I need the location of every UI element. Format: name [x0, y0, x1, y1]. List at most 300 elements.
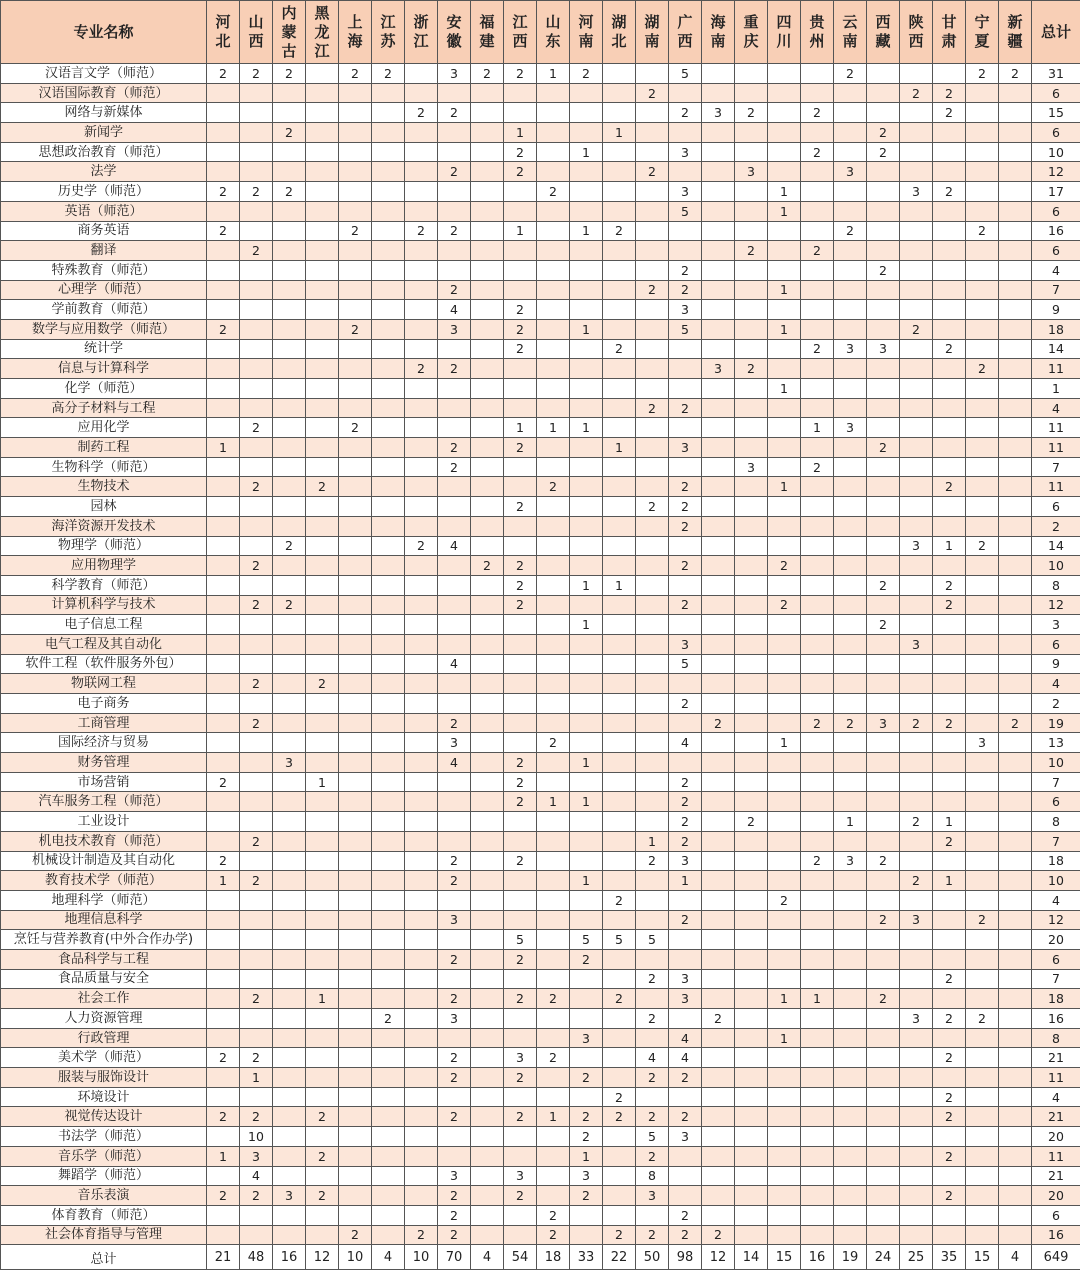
quota-cell — [405, 930, 438, 950]
row-total-cell: 20 — [1032, 1186, 1080, 1206]
quota-cell — [471, 949, 504, 969]
row-total-cell: 10 — [1032, 871, 1080, 891]
quota-cell — [636, 300, 669, 320]
quota-cell: 1 — [504, 221, 537, 241]
quota-cell — [669, 457, 702, 477]
quota-cell — [471, 83, 504, 103]
major-name-cell: 翻译 — [1, 241, 207, 261]
header-province-char: 河 — [578, 13, 594, 31]
quota-cell — [240, 792, 273, 812]
quota-cell — [207, 949, 240, 969]
quota-cell — [966, 201, 999, 221]
quota-cell — [933, 1028, 966, 1048]
quota-cell — [999, 753, 1032, 773]
quota-cell — [339, 123, 372, 143]
quota-cell: 2 — [933, 1087, 966, 1107]
quota-cell: 1 — [603, 123, 636, 143]
quota-cell — [438, 772, 471, 792]
quota-cell — [999, 890, 1032, 910]
quota-cell — [405, 772, 438, 792]
quota-cell — [339, 457, 372, 477]
quota-cell — [636, 1087, 669, 1107]
quota-cell — [735, 1127, 768, 1147]
quota-cell — [570, 497, 603, 517]
quota-cell — [372, 1225, 405, 1245]
quota-cell — [867, 812, 900, 832]
quota-cell — [438, 674, 471, 694]
quota-cell — [372, 1087, 405, 1107]
quota-cell — [966, 339, 999, 359]
table-row — [1, 339, 1080, 359]
quota-cell: 2 — [900, 871, 933, 891]
quota-cell: 2 — [603, 989, 636, 1009]
quota-cell: 4 — [669, 1048, 702, 1068]
row-total-cell: 11 — [1032, 438, 1080, 458]
quota-cell: 2 — [438, 1205, 471, 1225]
quota-cell — [801, 83, 834, 103]
quota-cell — [801, 1009, 834, 1029]
quota-cell: 2 — [636, 162, 669, 182]
quota-cell: 3 — [867, 339, 900, 359]
quota-cell — [735, 654, 768, 674]
quota-cell — [636, 339, 669, 359]
quota-cell: 2 — [933, 83, 966, 103]
quota-cell: 2 — [801, 241, 834, 261]
major-name-cell: 体育教育（师范） — [1, 1205, 207, 1225]
quota-cell — [834, 1205, 867, 1225]
quota-cell — [867, 1205, 900, 1225]
header-province-char: 甘 — [941, 13, 957, 31]
quota-cell — [636, 64, 669, 84]
quota-cell — [669, 713, 702, 733]
quota-cell — [636, 241, 669, 261]
header-province-char: 南 — [578, 32, 594, 50]
quota-cell — [702, 733, 735, 753]
quota-cell — [999, 792, 1032, 812]
quota-cell — [570, 201, 603, 221]
quota-cell: 3 — [669, 300, 702, 320]
table-row — [1, 595, 1080, 615]
quota-cell — [768, 123, 801, 143]
quota-cell — [306, 831, 339, 851]
quota-cell — [735, 379, 768, 399]
quota-cell — [438, 930, 471, 950]
quota-cell — [966, 1068, 999, 1088]
quota-cell — [273, 142, 306, 162]
quota-cell — [471, 772, 504, 792]
major-name-cell: 国际经济与贸易 — [1, 733, 207, 753]
quota-cell — [306, 969, 339, 989]
quota-cell: 2 — [768, 890, 801, 910]
quota-cell — [801, 123, 834, 143]
quota-cell — [207, 1127, 240, 1147]
quota-cell: 2 — [933, 339, 966, 359]
quota-cell — [438, 241, 471, 261]
quota-cell — [207, 359, 240, 379]
row-total-cell: 18 — [1032, 851, 1080, 871]
quota-cell — [471, 182, 504, 202]
quota-cell — [801, 615, 834, 635]
quota-cell — [240, 772, 273, 792]
quota-cell — [669, 1146, 702, 1166]
table-row — [1, 694, 1080, 714]
header-province-char: 上 — [347, 13, 363, 31]
header-province-char: 江 — [512, 13, 528, 31]
quota-cell: 2 — [636, 1146, 669, 1166]
quota-cell — [207, 457, 240, 477]
quota-cell: 2 — [405, 359, 438, 379]
quota-cell — [966, 1107, 999, 1127]
quota-cell — [504, 654, 537, 674]
quota-cell — [999, 123, 1032, 143]
quota-cell — [900, 989, 933, 1009]
quota-cell: 2 — [636, 851, 669, 871]
quota-cell — [240, 910, 273, 930]
quota-cell: 2 — [669, 595, 702, 615]
quota-cell — [537, 654, 570, 674]
quota-cell — [900, 1087, 933, 1107]
row-total-cell: 11 — [1032, 359, 1080, 379]
quota-cell — [372, 418, 405, 438]
quota-cell — [240, 733, 273, 753]
header-province — [207, 1, 240, 64]
quota-cell — [240, 221, 273, 241]
quota-cell — [504, 182, 537, 202]
quota-cell — [438, 398, 471, 418]
quota-cell: 2 — [999, 64, 1032, 84]
quota-cell: 2 — [867, 989, 900, 1009]
quota-cell — [801, 792, 834, 812]
quota-cell — [999, 1087, 1032, 1107]
quota-cell — [405, 241, 438, 261]
quota-cell — [372, 280, 405, 300]
quota-cell — [603, 949, 636, 969]
table-row — [1, 201, 1080, 221]
quota-cell — [207, 674, 240, 694]
quota-cell — [966, 1146, 999, 1166]
quota-cell — [207, 300, 240, 320]
quota-cell — [636, 359, 669, 379]
major-name-cell: 教育技术学（师范） — [1, 871, 207, 891]
quota-cell — [372, 910, 405, 930]
quota-cell: 2 — [207, 772, 240, 792]
quota-cell — [768, 772, 801, 792]
major-name-cell: 英语（师范） — [1, 201, 207, 221]
quota-cell: 2 — [339, 64, 372, 84]
quota-cell — [273, 477, 306, 497]
quota-cell: 4 — [636, 1048, 669, 1068]
table-header-row — [1, 1, 1080, 64]
header-province — [933, 1, 966, 64]
quota-cell — [405, 792, 438, 812]
quota-cell: 1 — [570, 418, 603, 438]
quota-cell: 2 — [570, 1068, 603, 1088]
quota-cell — [768, 1186, 801, 1206]
quota-cell — [999, 319, 1032, 339]
quota-cell — [768, 575, 801, 595]
quota-cell: 2 — [636, 280, 669, 300]
quota-cell — [471, 1146, 504, 1166]
row-total-cell: 1 — [1032, 379, 1080, 399]
quota-cell: 2 — [537, 1225, 570, 1245]
quota-cell — [306, 457, 339, 477]
quota-cell — [405, 1186, 438, 1206]
header-province-char: 蒙 — [281, 22, 297, 41]
quota-cell — [537, 162, 570, 182]
quota-cell — [735, 201, 768, 221]
quota-cell — [768, 438, 801, 458]
quota-cell — [735, 398, 768, 418]
quota-cell — [669, 575, 702, 595]
quota-cell: 2 — [603, 339, 636, 359]
quota-cell — [570, 379, 603, 399]
quota-cell — [966, 1186, 999, 1206]
quota-cell — [372, 556, 405, 576]
quota-cell — [306, 260, 339, 280]
quota-cell — [603, 812, 636, 832]
quota-cell — [207, 831, 240, 851]
quota-cell — [768, 1009, 801, 1029]
header-province-char: 内 — [281, 3, 297, 22]
quota-cell — [537, 1087, 570, 1107]
quota-cell — [702, 477, 735, 497]
quota-cell — [471, 280, 504, 300]
quota-cell: 2 — [966, 1009, 999, 1029]
quota-cell — [702, 1048, 735, 1068]
quota-cell — [669, 615, 702, 635]
quota-cell — [801, 1087, 834, 1107]
quota-cell: 2 — [372, 1009, 405, 1029]
quota-cell: 1 — [570, 1146, 603, 1166]
quota-cell — [537, 772, 570, 792]
column-total-cell: 21 — [207, 1245, 240, 1270]
quota-cell — [702, 595, 735, 615]
quota-cell — [933, 457, 966, 477]
quota-cell — [933, 438, 966, 458]
header-province-char: 湖 — [644, 13, 660, 31]
quota-cell: 1 — [768, 733, 801, 753]
quota-cell — [306, 418, 339, 438]
row-total-cell: 16 — [1032, 1225, 1080, 1245]
quota-cell — [537, 300, 570, 320]
quota-cell — [471, 1028, 504, 1048]
header-province-char: 川 — [776, 32, 792, 50]
quota-cell — [966, 694, 999, 714]
table-row — [1, 969, 1080, 989]
quota-cell — [537, 851, 570, 871]
quota-cell: 1 — [570, 142, 603, 162]
quota-cell: 2 — [933, 831, 966, 851]
quota-cell — [900, 1068, 933, 1088]
quota-cell — [933, 221, 966, 241]
quota-cell — [471, 339, 504, 359]
quota-cell — [570, 339, 603, 359]
quota-cell — [801, 1028, 834, 1048]
quota-cell — [834, 536, 867, 556]
quota-cell — [339, 260, 372, 280]
quota-cell — [438, 831, 471, 851]
quota-cell — [273, 280, 306, 300]
major-name-cell: 园林 — [1, 497, 207, 517]
quota-cell: 2 — [438, 359, 471, 379]
quota-cell: 2 — [504, 438, 537, 458]
quota-cell — [636, 792, 669, 812]
quota-cell: 2 — [504, 949, 537, 969]
quota-cell — [834, 457, 867, 477]
quota-cell — [240, 319, 273, 339]
header-province-char: 陕 — [908, 13, 924, 31]
quota-cell — [405, 595, 438, 615]
quota-cell — [933, 753, 966, 773]
quota-cell — [405, 162, 438, 182]
quota-cell: 2 — [669, 103, 702, 123]
quota-cell — [966, 890, 999, 910]
quota-cell: 2 — [504, 851, 537, 871]
quota-cell — [306, 792, 339, 812]
quota-cell — [966, 319, 999, 339]
quota-cell: 2 — [339, 418, 372, 438]
quota-cell: 3 — [240, 1146, 273, 1166]
quota-cell: 1 — [768, 477, 801, 497]
quota-cell — [900, 1107, 933, 1127]
quota-cell: 3 — [438, 910, 471, 930]
quota-cell: 2 — [933, 575, 966, 595]
quota-cell — [735, 733, 768, 753]
quota-cell — [702, 536, 735, 556]
quota-cell — [768, 457, 801, 477]
quota-cell — [636, 123, 669, 143]
quota-cell: 2 — [438, 162, 471, 182]
quota-cell — [867, 221, 900, 241]
quota-cell — [504, 201, 537, 221]
quota-cell — [603, 871, 636, 891]
quota-cell — [471, 103, 504, 123]
quota-cell — [669, 1087, 702, 1107]
quota-cell — [900, 1225, 933, 1245]
header-province — [801, 1, 834, 64]
quota-cell — [372, 1186, 405, 1206]
quota-cell — [372, 654, 405, 674]
major-name-cell: 地理信息科学 — [1, 910, 207, 930]
table-row — [1, 83, 1080, 103]
major-name-cell: 电气工程及其自动化 — [1, 634, 207, 654]
quota-cell — [405, 398, 438, 418]
column-total-cell: 4 — [471, 1245, 504, 1270]
quota-cell — [570, 1048, 603, 1068]
quota-cell — [471, 634, 504, 654]
quota-cell: 2 — [603, 1087, 636, 1107]
quota-cell — [834, 438, 867, 458]
column-total-cell: 70 — [438, 1245, 471, 1270]
quota-cell — [537, 615, 570, 635]
quota-cell — [207, 241, 240, 261]
quota-cell — [834, 930, 867, 950]
quota-cell — [801, 1146, 834, 1166]
quota-cell — [339, 556, 372, 576]
quota-cell — [537, 241, 570, 261]
quota-cell — [339, 359, 372, 379]
quota-cell — [273, 812, 306, 832]
quota-cell — [405, 280, 438, 300]
quota-cell — [537, 339, 570, 359]
quota-cell — [372, 457, 405, 477]
quota-cell — [966, 142, 999, 162]
quota-cell — [768, 359, 801, 379]
quota-cell: 2 — [999, 713, 1032, 733]
row-total-cell: 31 — [1032, 64, 1080, 84]
quota-cell — [372, 634, 405, 654]
quota-cell: 2 — [669, 556, 702, 576]
quota-cell — [570, 812, 603, 832]
quota-cell — [801, 477, 834, 497]
quota-cell — [966, 241, 999, 261]
quota-cell — [801, 812, 834, 832]
quota-cell — [735, 536, 768, 556]
quota-cell — [570, 516, 603, 536]
quota-cell — [900, 438, 933, 458]
major-name-cell: 科学教育（师范） — [1, 575, 207, 595]
quota-cell — [306, 379, 339, 399]
quota-cell: 2 — [339, 1225, 372, 1245]
quota-cell — [933, 162, 966, 182]
quota-cell — [768, 221, 801, 241]
quota-cell — [603, 654, 636, 674]
table-row — [1, 398, 1080, 418]
quota-cell — [966, 1127, 999, 1147]
quota-cell — [801, 300, 834, 320]
quota-cell — [636, 221, 669, 241]
quota-cell: 1 — [504, 418, 537, 438]
quota-cell — [768, 871, 801, 891]
quota-cell — [339, 930, 372, 950]
quota-cell — [801, 910, 834, 930]
row-total-cell: 13 — [1032, 733, 1080, 753]
quota-cell — [966, 398, 999, 418]
quota-cell: 2 — [405, 1225, 438, 1245]
quota-cell — [834, 733, 867, 753]
table-row — [1, 123, 1080, 143]
quota-cell — [471, 595, 504, 615]
quota-cell — [867, 674, 900, 694]
quota-cell: 2 — [504, 556, 537, 576]
quota-cell — [438, 260, 471, 280]
quota-cell — [735, 1087, 768, 1107]
quota-cell — [504, 1225, 537, 1245]
quota-cell — [768, 83, 801, 103]
quota-cell — [471, 123, 504, 143]
quota-cell — [471, 1107, 504, 1127]
header-province-char: 东 — [545, 32, 561, 50]
quota-cell — [933, 142, 966, 162]
quota-cell — [636, 654, 669, 674]
quota-cell — [669, 359, 702, 379]
quota-cell — [834, 1068, 867, 1088]
quota-cell — [900, 162, 933, 182]
quota-cell — [372, 241, 405, 261]
quota-cell — [834, 890, 867, 910]
table-row — [1, 280, 1080, 300]
quota-cell — [504, 713, 537, 733]
quota-cell — [603, 182, 636, 202]
quota-cell — [339, 83, 372, 103]
quota-cell — [999, 359, 1032, 379]
quota-cell — [735, 477, 768, 497]
quota-cell — [471, 812, 504, 832]
quota-cell — [273, 398, 306, 418]
quota-cell — [735, 64, 768, 84]
quota-cell — [900, 694, 933, 714]
quota-cell — [900, 1028, 933, 1048]
